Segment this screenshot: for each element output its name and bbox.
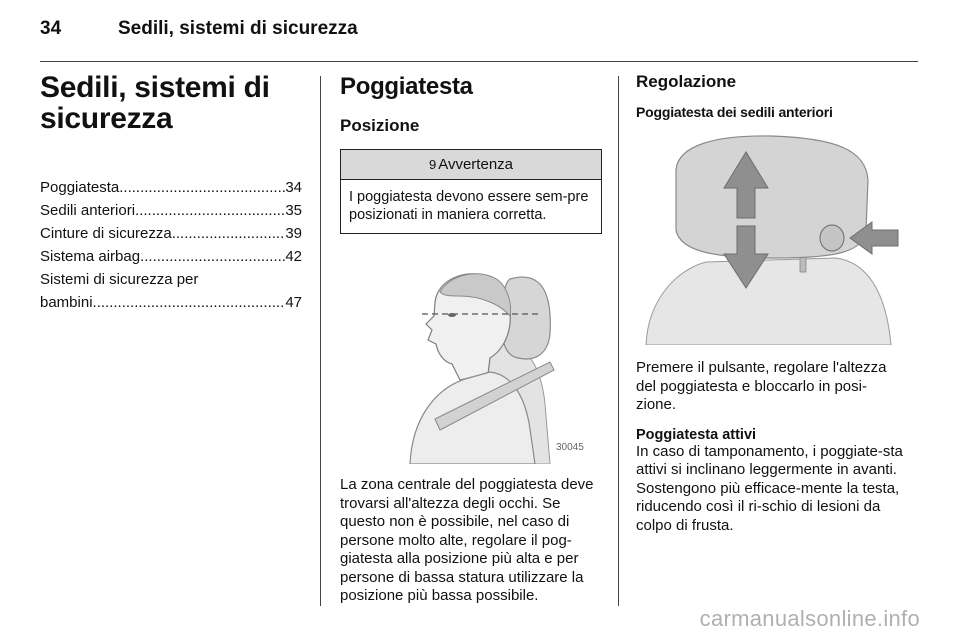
active-headrest-text: In caso di tamponamento, i poggiate-sta attivi si inclinano leggermente in avanti. Sostengono più efficace-mente la testa, riducendo così il ri-schio di lesioni da colpo di frusta. [636, 442, 903, 534]
warning-icon: 9 [429, 157, 437, 172]
active-headrest-title: Poggiatesta attivi [636, 426, 757, 443]
position-text: La zona centrale del poggiatesta deve trovarsi all'altezza degli occhi. Se questo non è possibile, nel caso di persone molto alte, regolare il pog-giatesta alla posizione più alta e per persone di bassa statura utilizzare la posizione più bassa possibile. [340, 476, 594, 604]
toc-item-airbag[interactable]: Sistema airbag ..... 42 [40, 245, 302, 268]
page-number: 34 [40, 18, 62, 39]
chapter-title: Sedili, sistemi di sicurezza [40, 71, 270, 135]
toc-item-cinture[interactable]: Cinture di sicurezza ..... 39 [40, 222, 302, 245]
warning-box [340, 149, 602, 234]
regolazione-title: Regolazione [636, 72, 737, 91]
running-title: Sedili, sistemi di sicurezza [118, 18, 358, 39]
toc-item-bambini[interactable]: Sistemi di sicurezza per bambini ..... 47 [40, 268, 302, 314]
regolazione-subtitle: Poggiatesta dei sedili anteriori [636, 104, 833, 120]
headrest-adjustment-illustration [636, 130, 904, 345]
warning-header: 9 Avvertenza [341, 150, 601, 180]
column-divider-2 [618, 76, 619, 606]
column-divider-1 [320, 76, 321, 606]
headrest-position-illustration [340, 244, 602, 464]
figure-code: 30045 [556, 442, 584, 453]
toc-item-poggiatesta[interactable]: Poggiatesta ..... 34 [40, 176, 302, 199]
regolazione-text: Premere il pulsante, regolare l'altezza del poggiatesta e bloccarlo in posi-zione. [636, 359, 887, 413]
header-rule [40, 61, 918, 62]
regolazione-column [636, 72, 904, 547]
chapter-column [40, 72, 302, 314]
warning-text: I poggiatesta devono essere sem-pre posizionati in maniera corretta. [349, 189, 589, 223]
poggiatesta-column [340, 72, 602, 618]
table-of-contents [40, 176, 302, 314]
subsection-title: Posizione [340, 116, 420, 135]
watermark: carmanualsonline.info [699, 606, 920, 631]
toc-item-sedili-anteriori[interactable]: Sedili anteriori ..... 35 [40, 199, 302, 222]
section-title: Poggiatesta [340, 73, 473, 100]
